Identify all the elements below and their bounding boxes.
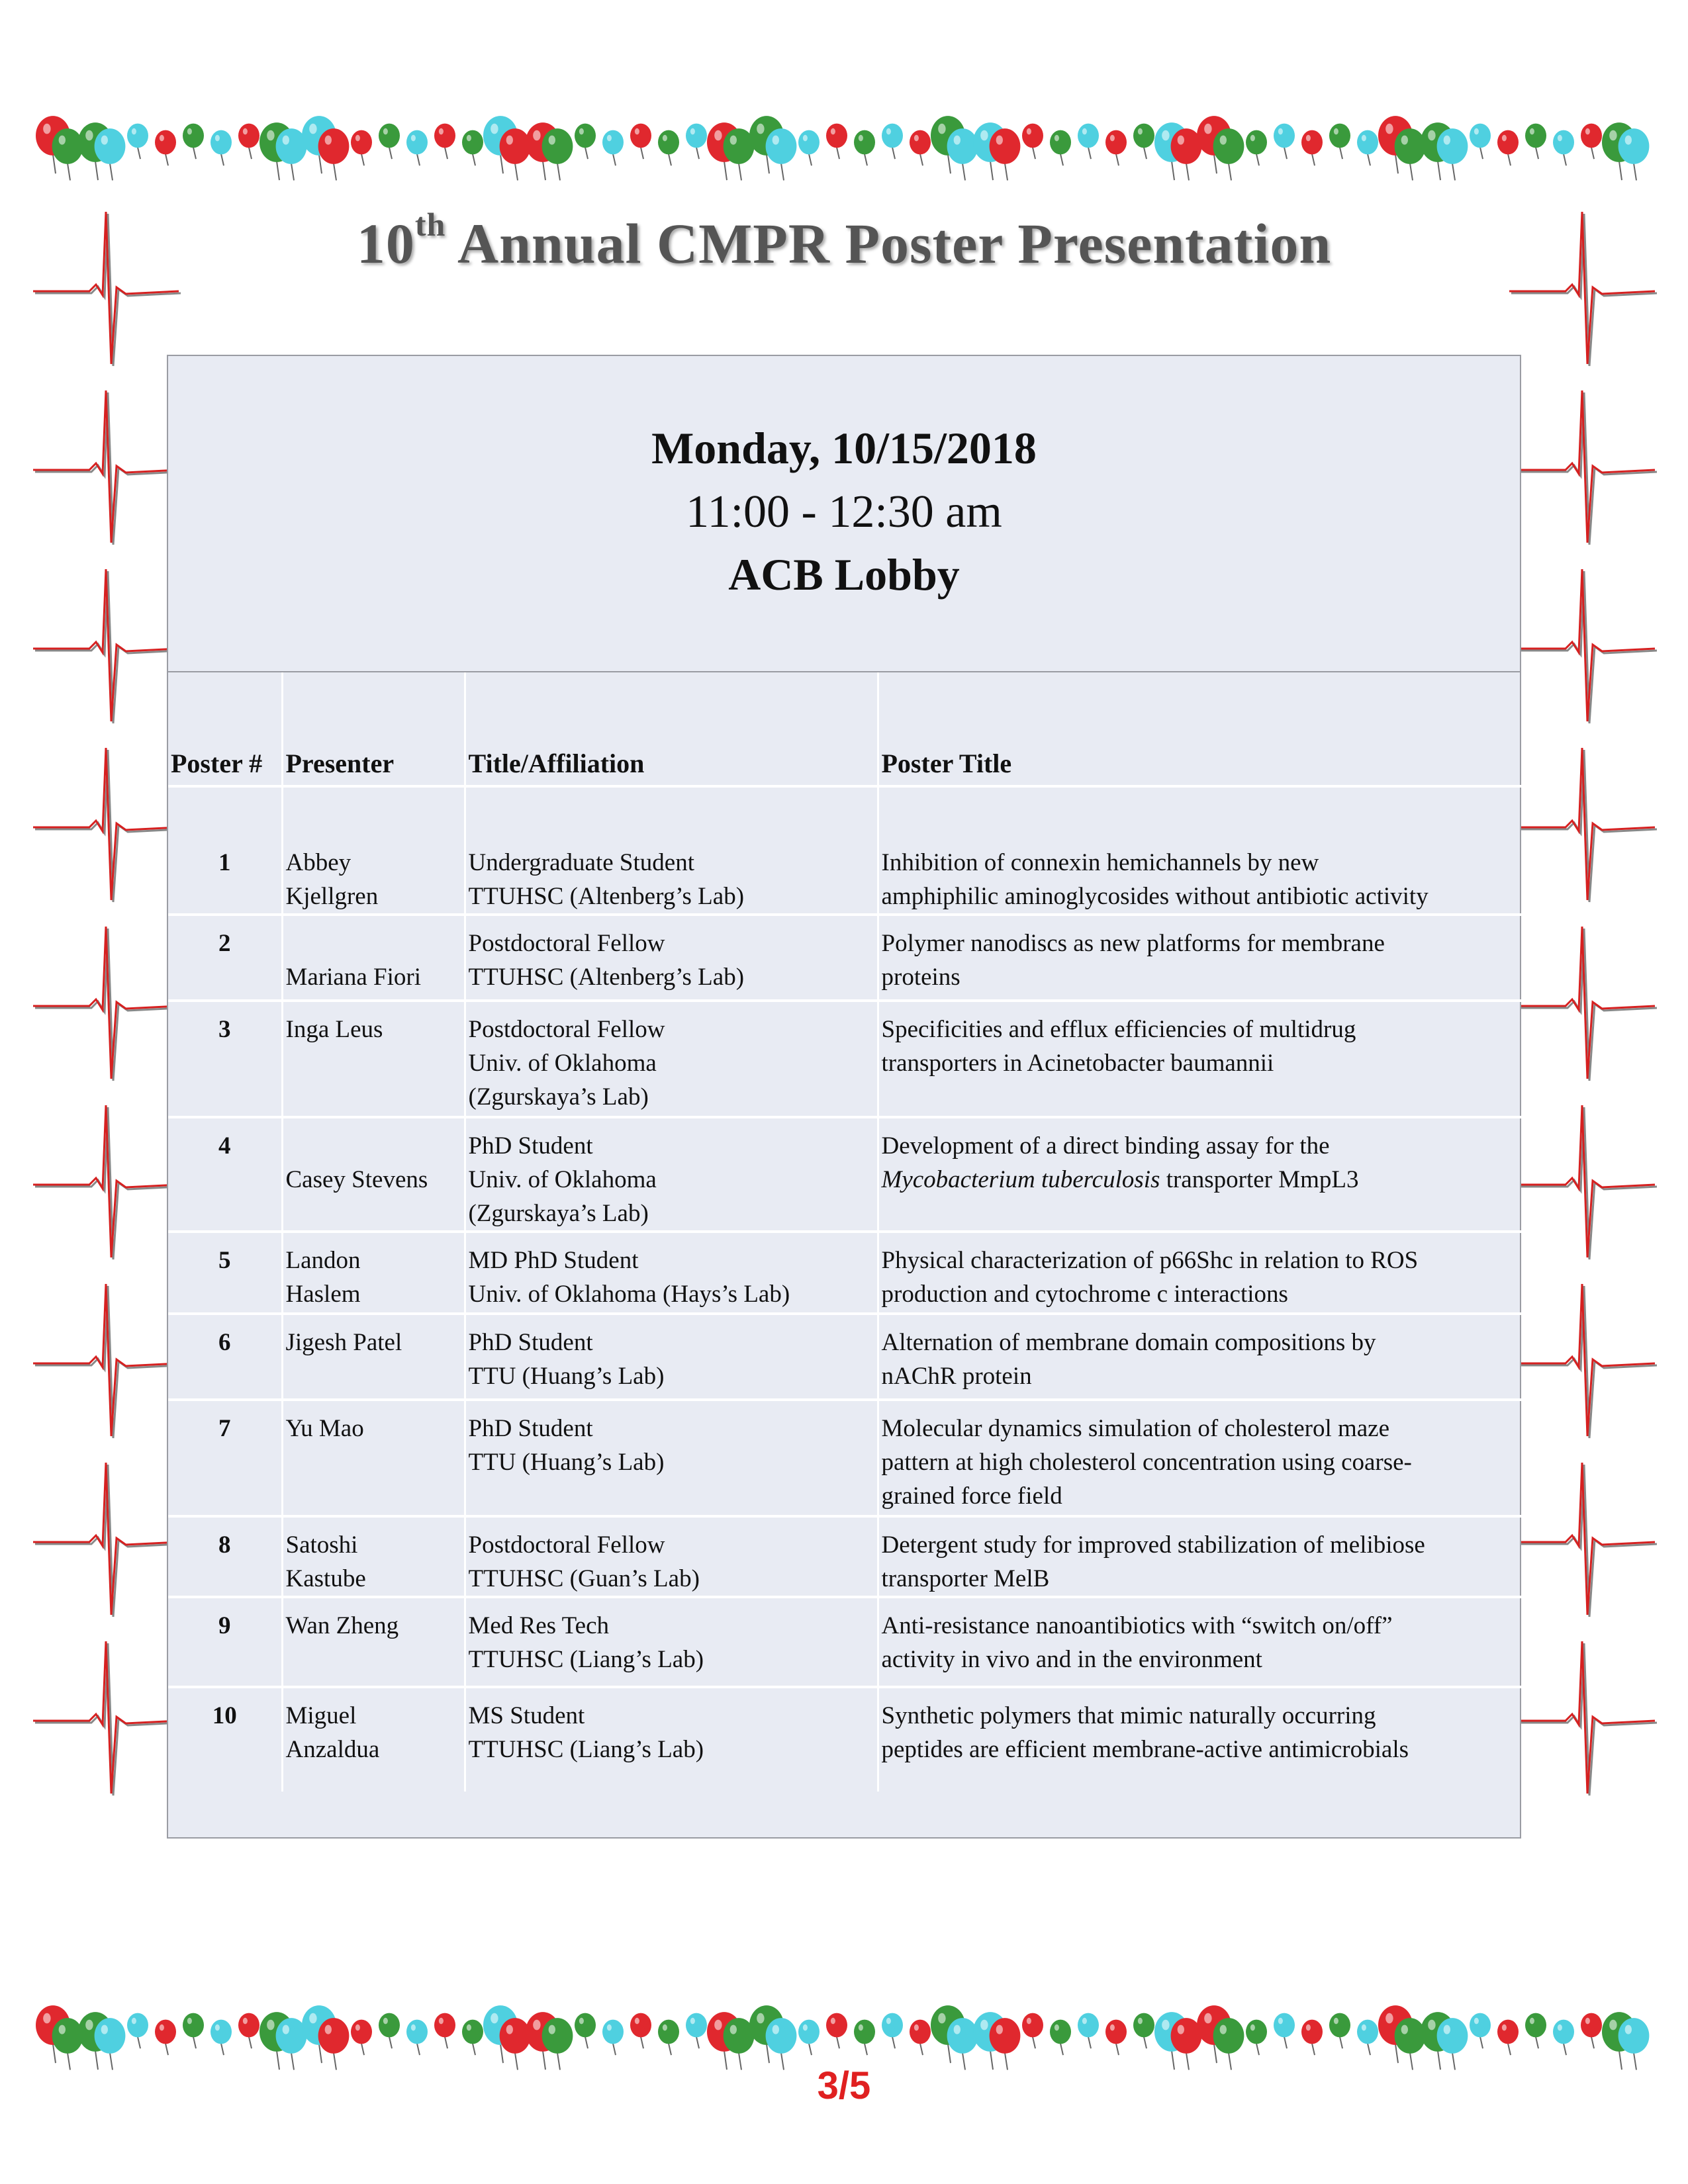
balloon-icon <box>318 2018 350 2054</box>
balloon-icon <box>602 130 624 155</box>
balloon-icon <box>947 128 978 164</box>
balloon-icon <box>1618 128 1650 164</box>
balloon-icon <box>318 128 350 164</box>
balloon-icon <box>910 130 931 155</box>
poster-number: 10 <box>168 1687 282 1792</box>
balloon-icon <box>1525 2013 1546 2038</box>
balloon-icon <box>1437 2018 1468 2054</box>
balloon-icon <box>1274 2013 1295 2038</box>
balloon-icon <box>1274 124 1295 148</box>
balloon-icon <box>1497 130 1519 155</box>
presenter-name: Landon Haslem <box>282 1232 465 1314</box>
balloon-icon <box>1497 2020 1519 2044</box>
balloon-icon <box>1246 130 1267 155</box>
balloon-icon <box>1395 2018 1426 2054</box>
poster-title: Physical characterization of p66Shc in relation to ROS production and cytochrome c interactions <box>878 1232 1523 1314</box>
poster-title: Anti-resistance nanoantibiotics with “switch on/off” activity in vivo and in the environment <box>878 1597 1523 1687</box>
balloon-icon <box>1329 124 1350 148</box>
balloon-icon <box>95 2018 126 2054</box>
presenter-affiliation: Postdoctoral Fellow TTUHSC (Altenberg’s Lab) <box>465 915 878 1001</box>
balloon-icon <box>351 2020 372 2044</box>
presenter-name: Wan Zheng <box>282 1597 465 1687</box>
balloon-icon <box>52 128 83 164</box>
poster-number: 7 <box>168 1400 282 1516</box>
balloon-icon <box>1525 124 1546 148</box>
balloon-icon <box>798 130 820 155</box>
table-row <box>168 1001 1523 1117</box>
balloon-icon <box>1213 2018 1244 2054</box>
session-time: 11:00 - 12:30 am <box>686 486 1002 537</box>
presenter-name: Satoshi Kastube <box>282 1516 465 1597</box>
schedule-panel <box>167 355 1521 1839</box>
balloon-icon <box>434 124 455 148</box>
balloon-icon <box>1357 2020 1378 2044</box>
balloon-icon <box>406 130 428 155</box>
balloon-icon <box>1050 130 1071 155</box>
balloon-icon <box>1133 124 1154 148</box>
balloon-icon <box>462 2020 483 2044</box>
balloon-icon <box>155 2020 176 2044</box>
balloon-icon <box>462 130 483 155</box>
presenter-affiliation: MD PhD Student Univ. of Oklahoma (Hays’s Lab) <box>465 1232 878 1314</box>
poster-number: 2 <box>168 915 282 1001</box>
poster-number: 5 <box>168 1232 282 1314</box>
balloon-icon <box>211 2020 232 2044</box>
balloon-icon <box>1105 2020 1127 2044</box>
balloon-icon <box>882 124 903 148</box>
poster-title: Molecular dynamics simulation of cholesterol maze pattern at high cholesterol concentration using coarse- grained force field <box>878 1400 1523 1516</box>
balloon-icon <box>500 2018 531 2054</box>
balloon-icon <box>575 2013 596 2038</box>
balloon-icon <box>1437 128 1468 164</box>
poster-number: 4 <box>168 1117 282 1232</box>
balloon-icon <box>766 128 797 164</box>
table-row <box>168 1400 1523 1516</box>
poster-number: 1 <box>168 786 282 915</box>
poster-title: Detergent study for improved stabilization of melibiose transporter MelB <box>878 1516 1523 1597</box>
balloon-icon <box>766 2018 797 2054</box>
balloon-icon <box>1329 2013 1350 2038</box>
balloon-icon <box>686 124 707 148</box>
poster-title: Specificities and efflux efficiencies of multidrug transporters in Acinetobacter baumannii <box>878 1001 1523 1117</box>
balloon-icon <box>1301 2020 1323 2044</box>
page-title: 10th Annual CMPR Poster Presentation <box>356 206 1332 275</box>
balloon-garland-top <box>36 116 1649 180</box>
presenter-affiliation: PhD Student Univ. of Oklahoma (Zgurskaya’s Lab) <box>465 1117 878 1232</box>
presenter-affiliation: PhD Student TTU (Huang’s Lab) <box>465 1400 878 1516</box>
column-header-poster-number: Poster # <box>171 749 263 778</box>
balloon-icon <box>826 124 847 148</box>
balloon-icon <box>910 2020 931 2044</box>
table-row <box>168 1597 1523 1687</box>
balloon-icon <box>127 2013 148 2038</box>
balloon-icon <box>1470 2013 1491 2038</box>
poster-number: 6 <box>168 1314 282 1400</box>
balloon-icon <box>1213 128 1244 164</box>
balloon-icon <box>1078 2013 1099 2038</box>
balloon-icon <box>1022 2013 1043 2038</box>
presenter-name: Yu Mao <box>282 1400 465 1516</box>
table-row <box>168 1687 1523 1792</box>
balloon-icon <box>658 2020 679 2044</box>
balloon-icon <box>1301 130 1323 155</box>
table-row <box>168 915 1523 1001</box>
presenter-name: Mariana Fiori <box>282 915 465 1001</box>
poster-title: Alternation of membrane domain compositions by nAChR protein <box>878 1314 1523 1400</box>
poster-title-text: Development of a direct binding assay for the <box>881 1132 1330 1160</box>
table-row <box>168 1314 1523 1400</box>
balloon-icon <box>379 124 400 148</box>
presenter-affiliation: MS Student TTUHSC (Liang’s Lab) <box>465 1687 878 1792</box>
balloon-icon <box>127 124 148 148</box>
balloon-icon <box>542 128 573 164</box>
presenter-affiliation: Postdoctoral Fellow Univ. of Oklahoma (Zgurskaya’s Lab) <box>465 1001 878 1117</box>
balloon-icon <box>1022 124 1043 148</box>
balloon-icon <box>155 130 176 155</box>
balloon-icon <box>1581 2013 1602 2038</box>
balloon-icon <box>854 130 875 155</box>
balloon-icon <box>434 2013 455 2038</box>
balloon-icon <box>52 2018 83 2054</box>
presenter-affiliation: Postdoctoral Fellow TTUHSC (Guan’s Lab) <box>465 1516 878 1597</box>
balloon-icon <box>575 124 596 148</box>
column-header-affiliation: Title/Affiliation <box>465 672 878 786</box>
column-header-presenter: Presenter <box>282 672 465 786</box>
table-row <box>168 786 1523 915</box>
balloon-icon <box>1246 2020 1267 2044</box>
balloon-icon <box>238 124 259 148</box>
presenter-affiliation: Undergraduate Student TTUHSC (Altenberg’s Lab) <box>465 786 878 915</box>
balloon-icon <box>379 2013 400 2038</box>
presenter-name: Jigesh Patel <box>282 1314 465 1400</box>
poster-number: 8 <box>168 1516 282 1597</box>
presenter-name: Inga Leus <box>282 1001 465 1117</box>
poster-title <box>878 1117 1523 1232</box>
balloon-icon <box>1470 124 1491 148</box>
session-header <box>168 356 1520 672</box>
balloon-icon <box>1105 130 1127 155</box>
session-location: ACB Lobby <box>728 549 960 600</box>
balloon-icon <box>854 2020 875 2044</box>
balloon-icon <box>947 2018 978 2054</box>
poster-title-tail: transporter MmpL3 <box>1160 1166 1359 1193</box>
balloon-icon <box>1395 128 1426 164</box>
balloon-icon <box>183 124 204 148</box>
balloon-icon <box>1078 124 1099 148</box>
balloon-icon <box>798 2020 820 2044</box>
balloon-icon <box>211 130 232 155</box>
balloon-icon <box>1553 2020 1574 2044</box>
presenter-affiliation: Med Res Tech TTUHSC (Liang’s Lab) <box>465 1597 878 1687</box>
balloon-icon <box>1553 130 1574 155</box>
balloon-icon <box>1581 124 1602 148</box>
balloon-icon <box>1618 2018 1650 2054</box>
poster-title: Synthetic polymers that mimic naturally occurring peptides are efficient membrane-active antimicrobials <box>878 1687 1523 1792</box>
balloon-icon <box>1050 2020 1071 2044</box>
balloon-icon <box>882 2013 903 2038</box>
balloon-icon <box>406 2020 428 2044</box>
session-date: Monday, 10/15/2018 <box>651 423 1037 473</box>
balloon-icon <box>500 128 531 164</box>
table-row <box>168 1232 1523 1314</box>
presenter-name: Abbey Kjellgren <box>282 786 465 915</box>
balloon-icon <box>630 2013 651 2038</box>
balloon-icon <box>630 124 651 148</box>
table-header-row <box>168 672 1523 786</box>
presenter-name: Casey Stevens <box>282 1117 465 1232</box>
balloon-icon <box>95 128 126 164</box>
balloon-garland-bottom <box>36 2005 1649 2070</box>
presenter-name: Miguel Anzaldua <box>282 1687 465 1792</box>
balloon-icon <box>990 128 1021 164</box>
balloon-icon <box>1357 130 1378 155</box>
poster-number: 9 <box>168 1597 282 1687</box>
balloon-icon <box>686 2013 707 2038</box>
table-row <box>168 1117 1523 1232</box>
balloon-icon <box>238 2013 259 2038</box>
balloon-icon <box>351 130 372 155</box>
balloon-icon <box>602 2020 624 2044</box>
balloon-icon <box>826 2013 847 2038</box>
page-number: 3/5 <box>817 2064 871 2107</box>
balloon-icon <box>658 130 679 155</box>
poster-table <box>168 672 1523 1792</box>
poster-title: Inhibition of connexin hemichannels by new amphiphilic aminoglycosides without antibiotic activity <box>878 786 1523 915</box>
poster-title: Polymer nanodiscs as new platforms for membrane proteins <box>878 915 1523 1001</box>
presenter-affiliation: PhD Student TTU (Huang’s Lab) <box>465 1314 878 1400</box>
balloon-icon <box>542 2018 573 2054</box>
poster-number: 3 <box>168 1001 282 1117</box>
balloon-icon <box>990 2018 1021 2054</box>
balloon-icon <box>183 2013 204 2038</box>
table-row <box>168 1516 1523 1597</box>
poster-title-species: Mycobacterium tuberculosis <box>881 1166 1160 1193</box>
column-header-poster-title: Poster Title <box>878 672 1523 786</box>
balloon-icon <box>1133 2013 1154 2038</box>
